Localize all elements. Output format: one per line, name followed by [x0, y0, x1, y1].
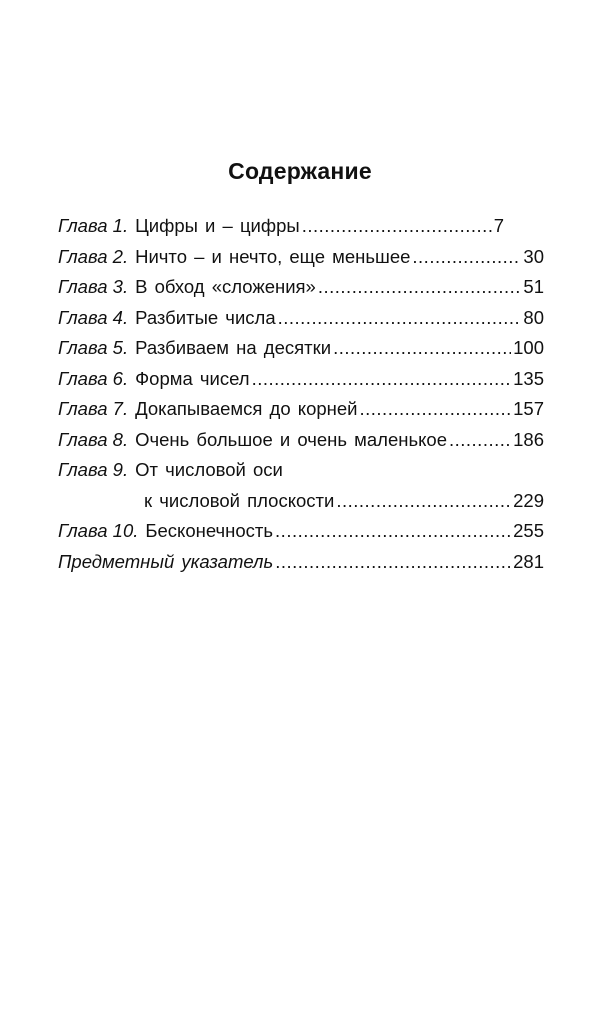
chapter-title: От числовой оси	[135, 459, 283, 480]
chapter-label: Глава 6.	[58, 367, 129, 389]
chapter-title: Цифры и – цифры	[135, 215, 300, 236]
chapter-label: Глава 2.	[58, 245, 129, 267]
chapter-label: Глава 4.	[58, 306, 129, 328]
toc-entry-chapter-10	[58, 516, 544, 547]
dot-leader	[278, 303, 522, 334]
page-number: 255	[513, 520, 544, 541]
chapter-label: Глава 1.	[58, 215, 129, 236]
chapter-label: Глава 10.	[58, 520, 139, 541]
toc-entry-chapter-7	[58, 394, 544, 425]
table-of-contents	[58, 211, 544, 577]
toc-entry-chapter-2	[58, 242, 544, 273]
chapter-label: Глава 7.	[58, 398, 129, 419]
toc-entry-chapter-5	[58, 333, 544, 364]
page-number: 157	[513, 398, 544, 419]
chapter-label: Глава 9.	[58, 459, 129, 480]
dot-leader	[275, 547, 511, 578]
page-number: 7	[493, 215, 504, 236]
dot-leader	[318, 272, 522, 303]
toc-entry-chapter-9	[58, 455, 544, 486]
page-number: 51	[523, 276, 544, 297]
toc-entry-chapter-9-continuation	[58, 486, 544, 517]
chapter-title: В обход «сложения»	[135, 276, 316, 297]
chapter-title: Очень большое и очень маленькое	[135, 428, 447, 450]
dot-leader	[360, 394, 512, 425]
chapter-label: Глава 3.	[58, 276, 129, 297]
chapter-title: Ничто – и нечто, еще меньшее	[135, 245, 411, 267]
page-number: 186	[513, 428, 544, 450]
chapter-title: Бесконечность	[145, 520, 274, 541]
toc-entry-chapter-1	[58, 211, 504, 242]
index-label: Предметный указатель	[58, 550, 274, 572]
toc-entry-chapter-4	[58, 303, 544, 334]
chapter-title: Разбитые числа	[135, 306, 276, 328]
chapter-title-continuation: к числовой плоскости	[144, 489, 335, 511]
page-title: Содержание	[228, 158, 372, 184]
page-number: 135	[513, 367, 544, 389]
toc-entry-chapter-3	[58, 272, 544, 303]
dot-leader	[412, 242, 521, 273]
dot-leader	[275, 516, 511, 547]
dot-leader	[302, 211, 492, 242]
chapter-title: Разбиваем на десятки	[135, 337, 332, 358]
page-number: 229	[513, 489, 544, 511]
page-number: 30	[523, 245, 544, 267]
dot-leader	[449, 425, 511, 456]
toc-entry-chapter-8	[58, 425, 544, 456]
dot-leader	[336, 486, 511, 517]
dot-leader	[252, 364, 512, 395]
chapter-label: Глава 5.	[58, 337, 129, 358]
dot-leader	[333, 333, 511, 364]
toc-entry-chapter-6	[58, 364, 544, 395]
page-number: 281	[513, 550, 544, 572]
page-number: 100	[513, 337, 544, 358]
chapter-title: Докапываемся до корней	[135, 398, 358, 419]
chapter-title: Форма чисел	[135, 367, 250, 389]
toc-entry-subject-index	[58, 547, 544, 578]
page-number: 80	[523, 306, 544, 328]
chapter-label: Глава 8.	[58, 428, 129, 450]
